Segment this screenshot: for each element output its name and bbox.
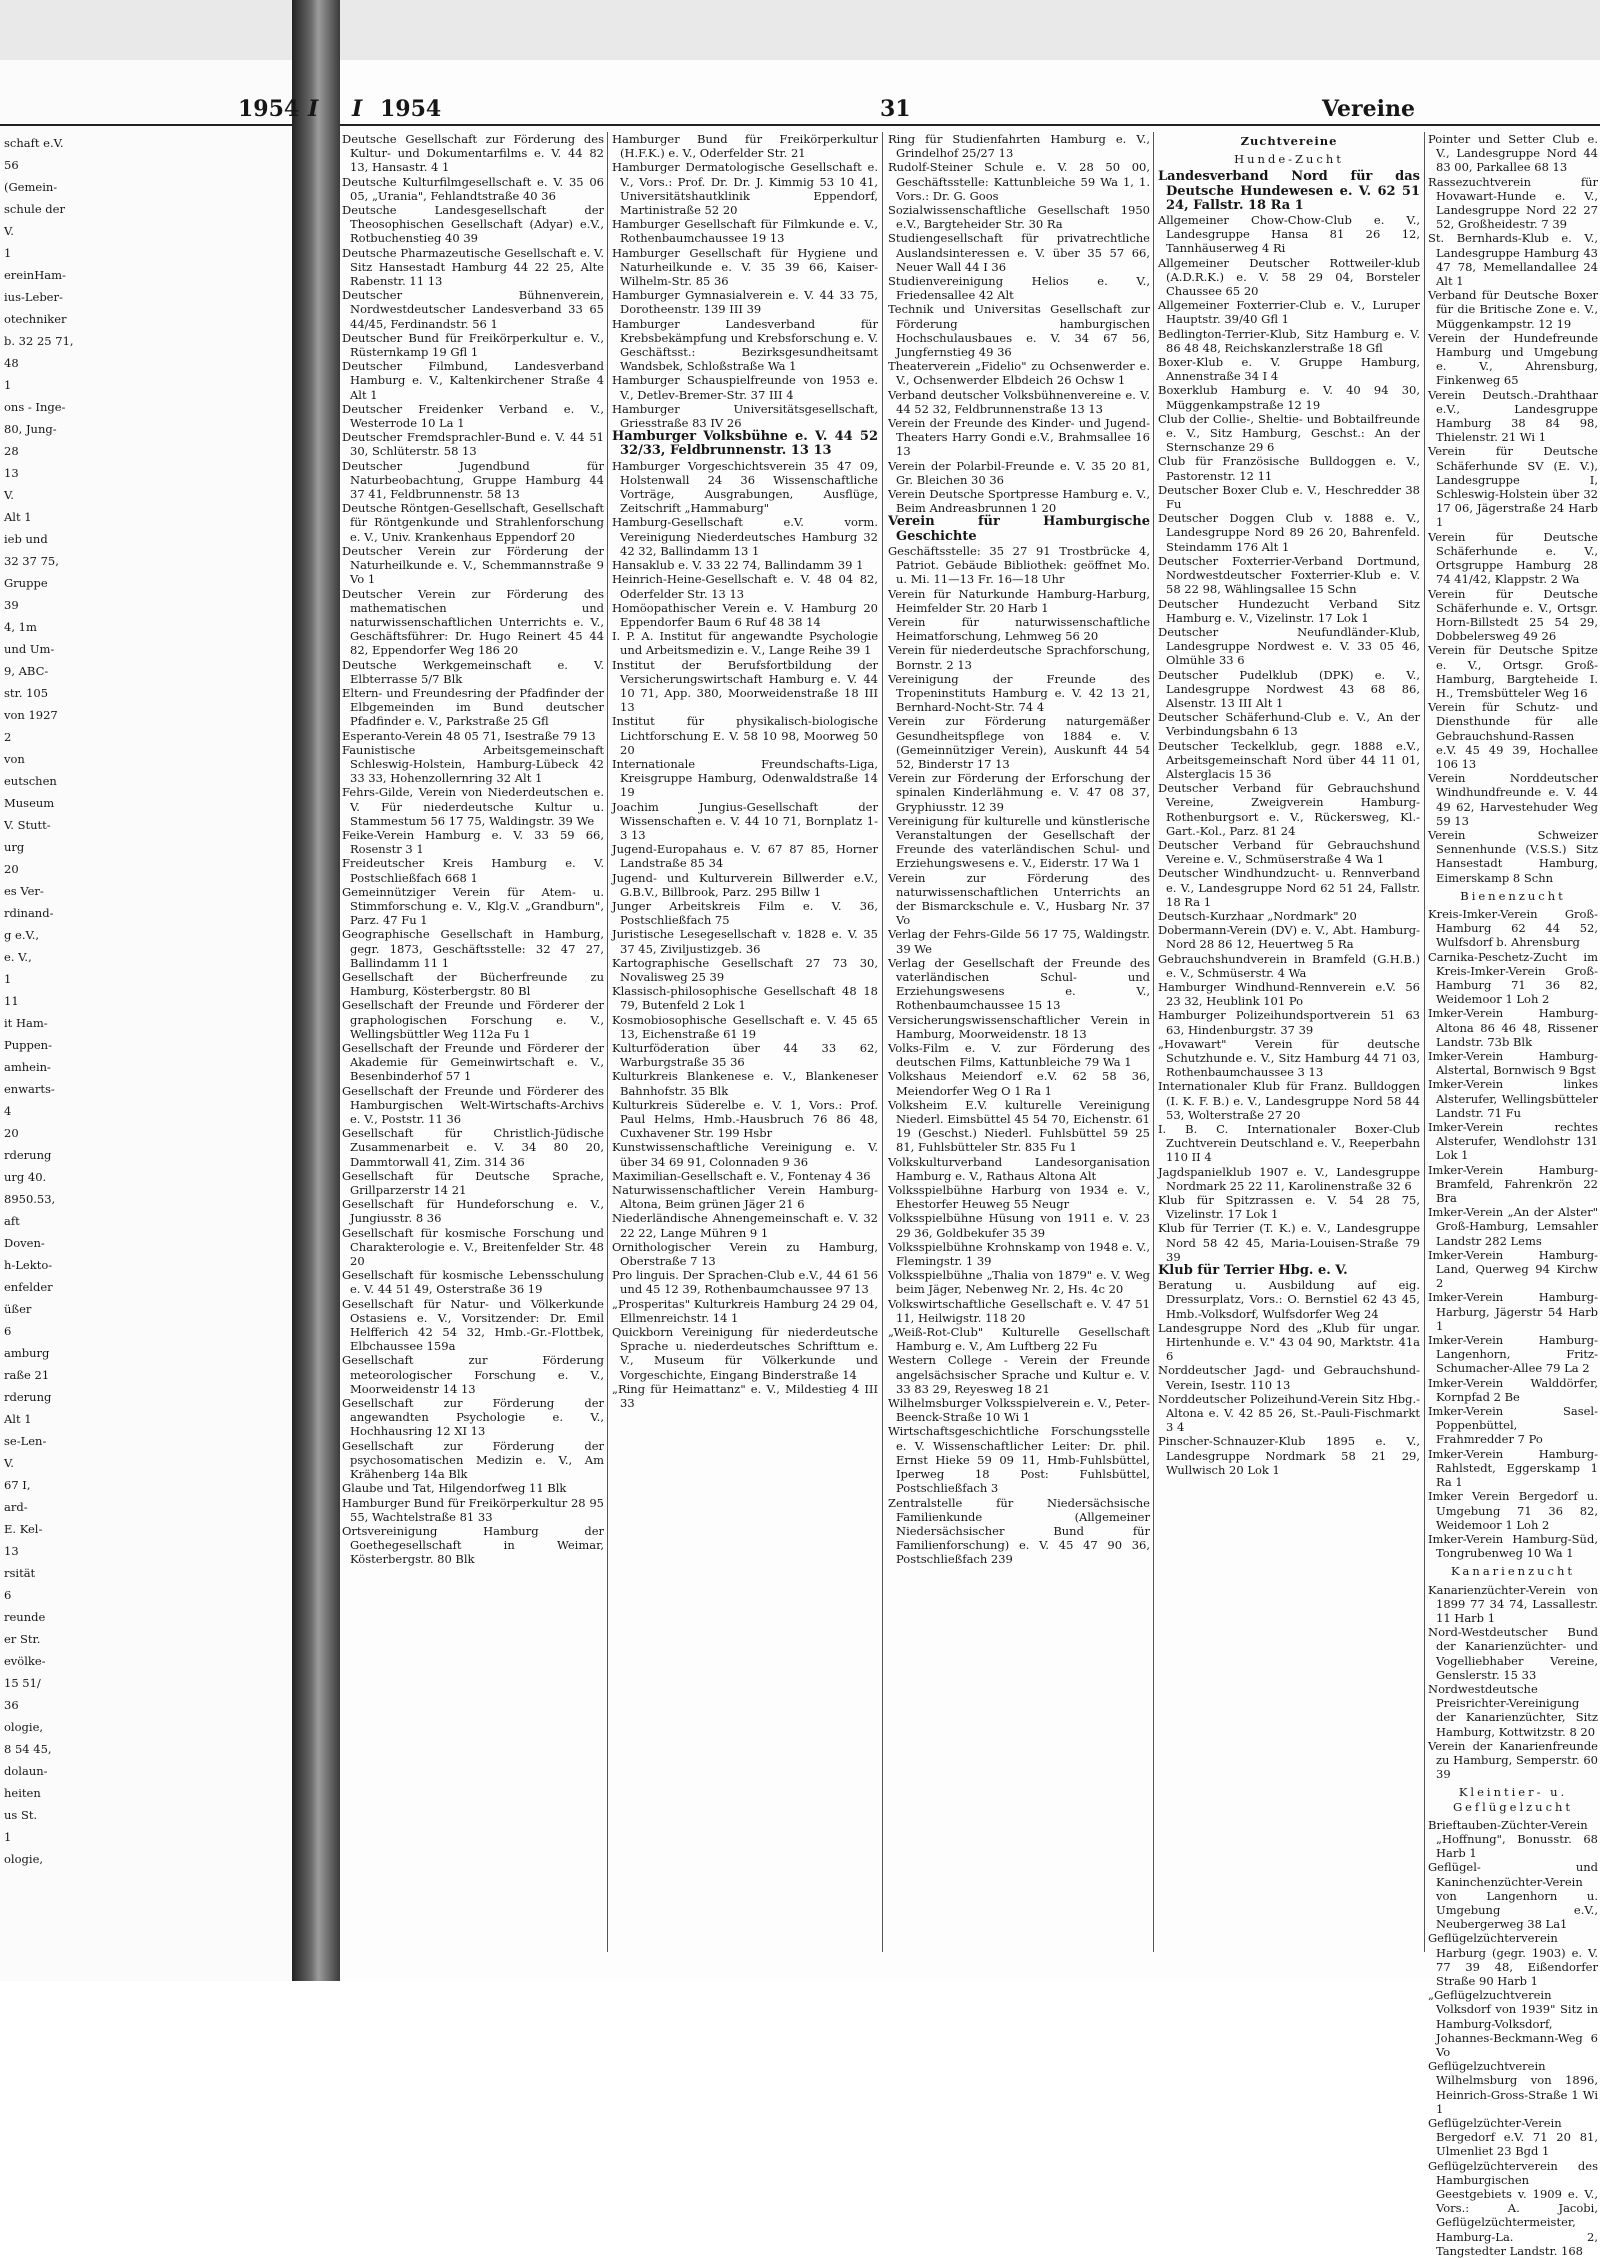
directory-entry: Nord-Westdeutscher Bund der Kanarienzüchter- und Vogelliebhaber Vereine, Genslerstr. 15 33 (1428, 1625, 1598, 1682)
left-fragment: rderung (4, 1390, 52, 1404)
directory-entry: Landesgruppe Nord des „Klub für ungar. Hirtenhunde e. V." 43 04 90, Marktstr. 41a 6 (1158, 1320, 1420, 1364)
left-fragment: von (4, 752, 25, 766)
directory-entry: Volksspielbühne Krohnskamp von 1948 e. V., Flemingstr. 1 39 (888, 1239, 1150, 1269)
directory-entry: Deutscher Doggen Club v. 1888 e. V., Landesgruppe Nord 89 26 20, Bahrenfeld. Steindamm 176 Alt 1 (1158, 511, 1420, 554)
left-fragment: 20 (4, 1126, 19, 1140)
directory-entry: Verein der Kanarienfreunde zu Hamburg, Semperstr. 60 39 (1428, 1738, 1598, 1782)
directory-entry: Deutscher Teckelklub, gegr. 1888 e.V., Arbeitsgemeinschaft Nord über 44 11 01, Alsterglacis 15 36 (1158, 738, 1420, 781)
directory-entry: Naturwissenschaftlicher Verein Hamburg-Altona, Beim grünen Jäger 21 6 (612, 1183, 878, 1212)
directory-entry: Volkshaus Meiendorf e.V. 62 58 36, Meiendorfer Weg O 1 Ra 1 (888, 1069, 1150, 1098)
directory-entry: I. P. A. Institut für angewandte Psychologie und Arbeitsmedizin e. V., Lange Reihe 39 1 (612, 629, 878, 658)
left-fragment: amhein- (4, 1060, 51, 1074)
directory-entry: Kreis-Imker-Verein Groß-Hamburg 62 44 52, Wulfsdorf b. Ahrensburg (1428, 906, 1598, 950)
left-fragment: amburg (4, 1346, 50, 1360)
directory-entry: Fehrs-Gilde, Verein von Niederdeutschen e. V. Für niederdeutsche Kultur u. Stammestum 56 17 75, Waldingstr. 39 We (342, 785, 604, 828)
directory-entry: Imker-Verein Hamburg-Bramfeld, Fahrenkrön 22 Bra (1428, 1162, 1598, 1206)
section-heading: Zuchtvereine (1240, 134, 1338, 148)
header-rule-right (340, 124, 1600, 126)
directory-entry: Verein Norddeutscher Windhundfreunde e. V. 44 49 62, Harvestehuder Weg 59 13 (1428, 771, 1598, 828)
directory-entry: Glaube und Tat, Hilgendorfweg 11 Blk (342, 1481, 567, 1496)
directory-entry: Verein für niederdeutsche Sprachforschung, Bornstr. 2 13 (888, 643, 1150, 672)
left-fragment: enfelder (4, 1280, 53, 1294)
directory-entry: Imker-Verein Hamburg-Langenhorn, Fritz-Schumacher-Allee 79 La 2 (1428, 1333, 1598, 1376)
left-fragment: 4 (4, 1104, 12, 1118)
directory-entry: Verein der Freunde des Kinder- und Jugend-Theaters Harry Gondi e.V., Brahmsallee 16 13 (888, 416, 1150, 459)
directory-entry: I. B. C. Internationaler Boxer-Club Zuchtverein Deutschland e. V., Reeperbahn 110 II 4 (1158, 1122, 1420, 1165)
directory-entry: Verband deutscher Volksbühnenvereine e. V. 44 52 32, Feldbrunnenstraße 13 13 (888, 387, 1150, 416)
page-number: 31 (880, 96, 911, 122)
directory-entry: Verein Schweizer Sennenhunde (V.S.S.) Sitz Hansestadt Hamburg, Eimerskamp 8 Schn (1428, 827, 1598, 885)
directory-entry: Verein zur Förderung der Erforschung der spinalen Kinderlähmung e. V. 47 08 37, Gryphiusstr. 12 39 (888, 771, 1150, 814)
directory-entry: Imker-Verein Hamburg-Land, Querweg 94 Kirchw 2 (1428, 1247, 1598, 1291)
directory-entry: Hamburger Bund für Freikörperkultur 28 95 55, Wachtelstraße 81 33 (342, 1495, 604, 1524)
left-fragment: rderung (4, 1148, 52, 1162)
left-fragment: 13 (4, 466, 19, 480)
directory-entry: Hamburger Landesverband für Krebsbekämpfung und Krebsforschung e. V. Geschäftsst.: Bezirksgesundheitsamt Wandsbek, Schloßstraße Wa 1 (612, 316, 878, 374)
directory-entry: Gesellschaft der Freunde und Förderer der Akademie für Gemeinwirtschaft e. V., Besenbinderhof 57 1 (342, 1041, 604, 1084)
directory-entry: Deutscher Schäferhund-Club e. V., An der Verbindungsbahn 6 13 (1158, 710, 1420, 739)
directory-entry: Eltern- und Freundesring der Pfadfinder der Elbgemeinden im Bund deutscher Pfadfinder e. V., Parkstraße 25 Gfl (342, 685, 604, 729)
directory-entry: Norddeutscher Polizeihund-Verein Sitz Hbg.-Altona e. V. 42 85 26, St.-Pauli-Fischmarkt 3 4 (1158, 1391, 1420, 1435)
directory-entry: Vereinigung der Freunde des Tropeninstituts Hamburg e. V. 42 13 21, Bernhard-Nocht-Str. 74 4 (888, 671, 1150, 715)
directory-entry: Verband für Deutsche Boxer für die Britische Zone e. V., Müggenkampstr. 12 19 (1428, 288, 1598, 331)
left-fragment: V. (4, 224, 14, 238)
column-2 (612, 132, 878, 1952)
directory-entry: Deutsche Gesellschaft zur Förderung des Kultur- und Dokumentarfilms e. V. 44 82 13, Hansastr. 4 1 (342, 132, 604, 175)
directory-entry: Imker-Verein Sasel-Poppenbüttel, Frahmredder 7 Po (1428, 1404, 1598, 1447)
directory-entry: Verein für Deutsche Schäferhunde e. V., Ortsgruppe Hamburg 28 74 41/42, Klappstr. 2 Wa (1428, 529, 1598, 587)
directory-entry: Jugend-Europahaus e. V. 67 87 85, Horner Landstraße 85 34 (612, 842, 878, 871)
left-fragment: 1 (4, 1830, 12, 1844)
left-fragment: Museum (4, 796, 55, 810)
directory-entry: Ring für Studienfahrten Hamburg e. V., Grindelhof 25/27 13 (888, 132, 1150, 161)
directory-entry: Theaterverein „Fidelio" zu Ochsenwerder e. V., Ochsenwerder Elbdeich 26 Ochsw 1 (888, 359, 1150, 388)
directory-entry: Volkswirtschaftliche Gesellschaft e. V. 47 51 11, Heilwigstr. 118 20 (888, 1296, 1150, 1325)
directory-entry: Gesellschaft für Natur- und Völkerkunde Ostasiens e. V., Vorsitzender: Dr. Emil Helfferich 42 54 32, Hmb.-Gr.-Flottbek, Elbchaussee 159a (342, 1296, 604, 1354)
directory-entry: Kunstwissenschaftliche Vereinigung e. V. über 34 69 91, Colonnaden 9 36 (612, 1140, 878, 1169)
left-fragment: raße 21 (4, 1368, 50, 1382)
directory-entry: Kanarienzüchter-Verein von 1899 77 34 74, Lassallestr. 11 Harb 1 (1428, 1582, 1598, 1625)
directory-entry: Zentralstelle für Niedersächsische Familienkunde (Allgemeiner Niedersächsischer Bund für Familienforschung) e. V. 45 47 90 36, Postschließfach 239 (888, 1495, 1150, 1567)
column-4 (1158, 132, 1420, 1952)
directory-entry: Western College - Verein der Freunde angelsächsischer Sprache und Kultur e. V. 33 83 29, Reyesweg 18 21 (888, 1353, 1150, 1396)
directory-entry: Institut für physikalisch-biologische Lichtforschung E. V. 58 10 98, Moorweg 50 20 (612, 714, 878, 757)
directory-entry: Verein zur Förderung des naturwissenschaftlichen Unterrichts an der Bismarckschule e. V., Husbarg Nr. 37 Vo (888, 870, 1150, 928)
directory-entry: Deutsche Röntgen-Gesellschaft, Gesellschaft für Röntgenkunde und Strahlenforschung e. V., Univ. Krankenhaus Eppendorf 20 (342, 501, 604, 544)
left-fragment: Puppen- (4, 1038, 52, 1052)
directory-entry: Imker-Verein Hamburg-Alstertal, Bornwisch 9 Bgst (1428, 1049, 1598, 1078)
directory-entry: Deutscher Bund für Freikörperkultur e. V., Rüsternkamp 19 Gfl 1 (342, 330, 604, 360)
directory-entry: Imker-Verein Walddörfer, Kornpfad 2 Be (1428, 1375, 1598, 1404)
left-fragment: str. 105 (4, 686, 49, 700)
directory-entry: Faunistische Arbeitsgemeinschaft Schleswig-Holstein, Hamburg-Lübeck 42 33 33, Hohenzollernring 32 Alt 1 (342, 742, 604, 786)
book-spine (292, 0, 340, 1981)
roman-left: I (308, 96, 319, 122)
left-fragment: e. V., (4, 950, 32, 964)
directory-entry: Deutscher Fremdsprachler-Bund e. V. 44 51 30, Schlüterstr. 58 13 (342, 430, 604, 459)
directory-entry: Imker-Verein Hamburg-Rahlstedt, Eggerskamp 1 Ra 1 (1428, 1446, 1598, 1490)
directory-entry: Studiengesellschaft für privatrechtliche Auslandsinteressen e. V. über 35 57 66, Neuer Wall 44 I 36 (888, 231, 1150, 274)
column-1 (342, 132, 604, 1952)
directory-entry: Jugend- und Kulturverein Billwerder e.V., G.B.V., Billbrook, Parz. 295 Billw 1 (612, 870, 878, 899)
directory-entry: Heinrich-Heine-Gesellschaft e. V. 48 04 82, Oderfelder Str. 13 13 (612, 572, 878, 601)
left-fragment: ologie, (4, 1852, 44, 1866)
directory-entry: Kosmobiosophische Gesellschaft e. V. 45 65 13, Eichenstraße 61 19 (612, 1012, 878, 1041)
left-fragment: es Ver- (4, 884, 44, 898)
directory-entry: Hamburger Windhund-Rennverein e.V. 56 23 32, Heublink 101 Po (1158, 979, 1420, 1009)
directory-entry: Geflügel- und Kaninchenzüchter-Verein von Langenhorn u. Umgebung e.V., Neubergerweg 38 La1 (1428, 1860, 1598, 1932)
directory-entry: Freideutscher Kreis Hamburg e. V. Postschließfach 668 1 (342, 856, 604, 885)
left-fragment: se-Len- (4, 1434, 47, 1448)
directory-entry: Landesverband Nord für das Deutsche Hundewesen e. V. 62 51 24, Fallstr. 18 Ra 1 (1158, 169, 1420, 213)
directory-entry: Joachim Jungius-Gesellschaft der Wissenschaften e. V. 44 10 71, Bornplatz 1-3 13 (612, 799, 878, 842)
directory-entry: Geflügelzüchterverein Harburg (gegr. 1903) e. V. 77 39 48, Eißendorfer Straße 90 Harb 1 (1428, 1931, 1598, 1988)
directory-entry: Gesellschaft zur Förderung meteorologischer Forschung e. V., Moorweidenstr 14 13 (342, 1353, 604, 1396)
directory-entry: Hamburger Vorgeschichtsverein 35 47 09, Holstenwall 24 36 Wissenschaftliche Vorträge, Ausgrabungen, Ausflüge, Zeitschrift „Hammaburg" (612, 458, 878, 516)
directory-entry: Verein zur Förderung naturgemäßer Gesundheitspflege von 1884 e. V. (Gemeinnütziger Verein), Auskunft 44 54 52, Binderstr 17 13 (888, 714, 1150, 771)
left-fragment: 1 (4, 246, 12, 260)
left-fragment: 1 (4, 378, 12, 392)
directory-entry: Deutsche Kulturfilmgesellschaft e. V. 35 06 05, „Urania", Fehlandtstraße 40 36 (342, 174, 604, 203)
directory-entry: Juristische Lesegesellschaft v. 1828 e. V. 35 37 45, Ziviljustizgeb. 36 (612, 927, 878, 956)
directory-entry: Gesellschaft für Hundeforschung e. V., Jungiusstr. 8 36 (342, 1197, 604, 1226)
directory-entry: Hamburger Schauspielfreunde von 1953 e. V., Detlev-Bremer-Str. 37 III 4 (612, 373, 878, 402)
left-fragment: 67 I, (4, 1478, 31, 1492)
left-fragment: eutschen (4, 774, 57, 788)
section-title: Vereine (1322, 96, 1415, 122)
directory-entry: Pro linguis. Der Sprachen-Club e.V., 44 61 56 und 45 12 39, Rothenbaumchaussee 97 13 (612, 1268, 878, 1297)
directory-entry: Ortsvereinigung Hamburg der Goethegesellschaft in Weimar, Kösterbergstr. 80 Blk (342, 1523, 604, 1567)
left-fragment: evölke- (4, 1654, 46, 1668)
subsection-heading: Hunde-Zucht (1234, 152, 1344, 167)
directory-entry: Verein für Naturkunde Hamburg-Harburg, Heimfelder Str. 20 Harb 1 (888, 586, 1150, 615)
left-fragment: E. Kel- (4, 1522, 43, 1536)
directory-entry: Kulturföderation über 44 33 62, Warburgstraße 35 36 (612, 1041, 878, 1070)
directory-entry: Beratung u. Ausbildung auf eig. Dressurplatz, Vors.: O. Bernstiel 62 43 45, Hmb.-Volksdorf, Wulfsdorfer Weg 24 (1158, 1278, 1420, 1321)
directory-entry: Ornithologischer Verein zu Hamburg, Oberstraße 7 13 (612, 1239, 878, 1269)
left-fragment: Gruppe (4, 576, 48, 590)
left-fragment: b. 32 25 71, (4, 334, 74, 348)
directory-entry: Gesellschaft zur Förderung der angewandten Psychologie e. V., Hochhausring 12 XI 13 (342, 1396, 604, 1439)
left-fragment: schaft e.V. (4, 136, 64, 150)
left-fragment: von 1927 (4, 708, 58, 722)
left-fragment: rdinand- (4, 906, 54, 920)
left-fragment: ologie, (4, 1720, 44, 1734)
directory-entry: Boxer-Klub e. V. Gruppe Hamburg, Annenstraße 34 I 4 (1158, 355, 1420, 384)
directory-entry: Geflügelzüchterverein des Hamburgischen Geestgebiets v. 1909 e. V., Vors.: A. Jacobi, Geflügelzüchtermeister, Hamburg-La. 2, Tangstedter Landstr. 168 (1428, 2158, 1598, 2258)
directory-entry: Klub für Spitzrassen e. V. 54 28 75, Vizelinstr. 17 Lok 1 (1158, 1193, 1420, 1222)
directory-entry: Deutscher Verband für Gebrauchshund Vereine e. V., Schmüserstraße 4 Wa 1 (1158, 837, 1420, 867)
left-fragment: Doven- (4, 1236, 45, 1250)
directory-entry: Jagdspanielklub 1907 e. V., Landesgruppe Nordmark 25 22 11, Karolinenstraße 32 6 (1158, 1164, 1420, 1193)
left-fragment: 80, Jung- (4, 422, 57, 436)
left-fragment: urg 40. (4, 1170, 47, 1184)
left-fragment: Alt 1 (4, 1412, 32, 1426)
left-fragment: 8 54 45, (4, 1742, 52, 1756)
directory-entry: „Weiß-Rot-Club" Kulturelle Gesellschaft Hamburg e. V., Am Luftberg 22 Fu (888, 1325, 1150, 1354)
directory-entry: Gesellschaft der Bücherfreunde zu Hamburg, Kösterbergstr. 80 Bl (342, 969, 604, 999)
column-divider (1424, 132, 1425, 1952)
directory-entry: Gesellschaft für Christlich-Jüdische Zusammenarbeit e. V. 34 80 20, Dammtorwall 41, Zim. 314 36 (342, 1126, 604, 1169)
left-fragment: 6 (4, 1588, 12, 1602)
left-fragment: V. (4, 488, 14, 502)
directory-entry: Verlag der Fehrs-Gilde 56 17 75, Waldingstr. 39 We (888, 927, 1150, 956)
directory-entry: Gesellschaft der Freunde und Förderer der graphologischen Forschung e. V., Wellingsbüttler Weg 112a Fu 1 (342, 998, 604, 1041)
directory-entry: Niederländische Ahnengemeinschaft e. V. 32 22 22, Lange Mühren 9 1 (612, 1211, 878, 1240)
left-fragment: 32 37 75, (4, 554, 59, 568)
directory-entry: Maximilian-Gesellschaft e. V., Fontenay 4 36 (612, 1168, 871, 1183)
directory-entry: Geographische Gesellschaft in Hamburg, gegr. 1873, Geschäftsstelle: 32 47 27, Ballindamm 11 1 (342, 927, 604, 970)
directory-entry: Sozialwissenschaftliche Gesellschaft 1950 e.V., Bargteheider Str. 30 Ra (888, 203, 1150, 232)
left-fragment: 13 (4, 1544, 19, 1558)
directory-entry: Deutscher Verein zur Förderung des mathematischen und naturwissenschaftlichen Unterrichts e. V., Geschäftsführer: Dr. Hugo Reinert 45 44 82, Eppendorfer Weg 186 20 (342, 586, 604, 658)
directory-entry: Rassezuchtverein für Hovawart-Hunde e. V., Landesgruppe Nord 22 27 52, Großheidestr. 7 39 (1428, 174, 1598, 232)
left-fragment: 48 (4, 356, 19, 370)
directory-entry: Volksspielbühne Hüsung von 1911 e. V. 23 29 36, Goldbekufer 35 39 (888, 1211, 1150, 1240)
left-fragment: 4, 1m (4, 620, 37, 634)
left-fragment: Alt 1 (4, 510, 32, 524)
directory-entry: Nordwestdeutsche Preisrichter-Vereinigung der Kanarienzüchter, Sitz Hamburg, Kottwitzstr. 8 20 (1428, 1681, 1598, 1739)
left-fragment: 56 (4, 158, 19, 172)
directory-entry: Deutscher Jugendbund für Naturbeobachtung, Gruppe Hamburg 44 37 41, Feldbrunnenstr. 58 13 (342, 458, 604, 502)
directory-entry: Hamburger Polizeihundsportverein 51 63 63, Hindenburgstr. 37 39 (1158, 1008, 1420, 1037)
directory-entry: Deutscher Verband für Gebrauchshund Vereine, Zweigverein Hamburg-Rothenburgsort e. V., Rückersweg, Kl.-Gart.-Kol., Parz. 81 24 (1158, 781, 1420, 838)
left-fragment: 39 (4, 598, 19, 612)
directory-entry: Kartographische Gesellschaft 27 73 30, Novalisweg 25 39 (612, 955, 878, 984)
directory-entry: Klassisch-philosophische Gesellschaft 48 18 79, Butenfeld 2 Lok 1 (612, 984, 878, 1013)
directory-entry: Homöopathischer Verein e. V. Hamburg 20 Eppendorfer Baum 6 Ruf 48 38 14 (612, 600, 878, 629)
directory-entry: Hamburger Dermatologische Gesellschaft e. V., Vors.: Prof. Dr. Dr. J. Kimmig 53 10 41, Universitätshautklinik Eppendorf, Martinistraße 52 20 (612, 160, 878, 218)
left-fragment: 9, ABC- (4, 664, 49, 678)
directory-entry: Verein der Hundefreunde Hamburg und Umgebung e. V., Ahrensburg, Finkenweg 65 (1428, 330, 1598, 388)
directory-entry: Norddeutscher Jagd- und Gebrauchshund-Verein, Isestr. 110 13 (1158, 1363, 1420, 1392)
left-fragment: ereinHam- (4, 268, 66, 282)
left-fragment: 11 (4, 994, 19, 1008)
directory-entry: Rudolf-Steiner Schule e. V. 28 50 00, Geschäftsstelle: Kattunbleiche 59 Wa 1, 1. Vors.: Dr. G. Goos (888, 160, 1150, 203)
directory-entry: Imker-Verein Hamburg-Süd, Tongrubenweg 10 Wa 1 (1428, 1531, 1598, 1561)
left-fragment: 15 51/ (4, 1676, 41, 1690)
left-fragment: us St. (4, 1808, 38, 1822)
directory-entry: Geschäftsstelle: 35 27 91 Trostbrücke 4, Patriot. Gebäude Bibliothek: geöffnet Mo. u. Mi. 11—13 Fr. 16—18 Uhr (888, 543, 1150, 587)
directory-entry: Deutscher Hundezucht Verband Sitz Hamburg e. V., Vizelinstr. 17 Lok 1 (1158, 596, 1420, 625)
left-fragment: enwarts- (4, 1082, 55, 1096)
directory-entry: Esperanto-Verein 48 05 71, Isestraße 79 13 (342, 728, 596, 743)
directory-entry: „Geflügelzuchtverein Volksdorf von 1939" Sitz in Hamburg-Volksdorf, Johannes-Beckmann-Weg 6 Vo (1428, 1988, 1598, 2060)
left-fragment: ius-Leber- (4, 290, 63, 304)
directory-entry: Imker Verein Bergedorf u. Umgebung 71 36 82, Weidemoor 1 Loh 2 (1428, 1489, 1598, 1532)
left-fragment: V. Stutt- (4, 818, 51, 832)
directory-entry: St. Bernhards-Klub e. V., Landesgruppe Hamburg 43 47 78, Memellandallee 24 Alt 1 (1428, 231, 1598, 289)
directory-entry: Volksheim E.V. kulturelle Vereinigung Niederl. Eimsbüttel 45 54 70, Eichenstr. 61 19 (Geschst.) Niederl. Fuhlsbüttel 59 25 81, Fuhlsbütteler Str. 835 Fu 1 (888, 1097, 1150, 1155)
directory-entry: Imker-Verein linkes Alsterufer, Wellingsbütteler Landstr. 71 Fu (1428, 1077, 1598, 1120)
left-fragment: (Gemein- (4, 180, 58, 194)
left-fragment: 28 (4, 444, 19, 458)
subsection-heading: Bienenzucht (1460, 888, 1566, 903)
directory-entry: Carnika-Peschetz-Zucht im Kreis-Imker-Verein Groß-Hamburg 71 36 82, Weidemoor 1 Loh 2 (1428, 949, 1598, 1007)
column-divider (607, 132, 608, 1952)
left-fragment: ard- (4, 1500, 28, 1514)
roman-right: I (352, 96, 363, 122)
left-fragment: 8950.53, (4, 1192, 56, 1206)
subsection-heading: Kanarienzucht (1450, 1564, 1576, 1579)
left-fragment: 1 (4, 972, 12, 986)
directory-entry: Allgemeiner Chow-Chow-Club e. V., Landesgruppe Hansa 81 26 12, Tannhäuserweg 4 Ri (1158, 213, 1420, 256)
directory-entry: Deutscher Foxterrier-Verband Dortmund, Nordwestdeutscher Foxterrier-Klub e. V. 58 22 98, Wählingsallee 15 Schn (1158, 553, 1420, 597)
column-3 (888, 132, 1150, 1952)
directory-entry: Vereinigung für kulturelle und künstlerische Veranstaltungen der Gesellschaft der Freunde des vaterländischen Schul- und Erziehungswesens e. V., Eiderstr. 17 Wa 1 (888, 813, 1150, 871)
directory-entry: Club für Französische Bulldoggen e. V., Pastorenstr. 12 11 (1158, 454, 1420, 483)
directory-entry: Gesellschaft der Freunde und Förderer des Hamburgischen Welt-Wirtschafts-Archivs e. V., Poststr. 11 36 (342, 1083, 604, 1127)
directory-entry: Pointer und Setter Club e. V., Landesgruppe Nord 44 83 00, Parkallee 68 13 (1428, 132, 1598, 175)
directory-entry: Hansaklub e. V. 33 22 74, Ballindamm 39 1 (612, 558, 864, 573)
directory-entry: Hamburger Gesellschaft für Hygiene und Naturheilkunde e. V. 35 39 66, Kaiser-Wilhelm-Str. 85 36 (612, 245, 878, 289)
directory-entry: Gesellschaft für Deutsche Sprache, Grillparzerstr 14 21 (342, 1168, 604, 1198)
directory-entry: Deutsche Werkgemeinschaft e. V. Elbterrasse 5/7 Blk (342, 657, 604, 686)
directory-entry: Wilhelmsburger Volksspielverein e. V., Peter-Beenck-Straße 10 Wi 1 (888, 1396, 1150, 1425)
directory-entry: Internationaler Klub für Franz. Bulldoggen (I. K. F. B.) e. V., Landesgruppe Nord 58 44 53, Wolterstraße 27 20 (1158, 1079, 1420, 1122)
directory-entry: Volksspielbühne Harburg von 1934 e. V., Ehestorfer Heuweg 55 Neugr (888, 1183, 1150, 1212)
left-fragment: 36 (4, 1698, 19, 1712)
left-fragment: 6 (4, 1324, 12, 1338)
directory-entry: Deutscher Filmbund, Landesverband Hamburg e. V., Kaltenkirchener Straße 4 Alt 1 (342, 359, 604, 402)
left-fragment: 20 (4, 862, 19, 876)
directory-entry: Deutscher Verein zur Förderung der Naturheilkunde e. V., Schemmannstraße 9 Vo 1 (342, 543, 604, 587)
left-fragment: it Ham- (4, 1016, 48, 1030)
directory-entry: Kulturkreis Süderelbe e. V. 1, Vors.: Prof. Paul Helms, Hmb.-Hausbruch 76 86 48, Cuxhavener Str. 199 Hsbr (612, 1097, 878, 1141)
directory-entry: Deutscher Neufundländer-Klub, Landesgruppe Nordwest e. V. 33 05 46, Olmühle 33 6 (1158, 624, 1420, 668)
directory-entry: Internationale Freundschafts-Liga, Kreisgruppe Hamburg, Odenwaldstraße 14 19 (612, 756, 878, 800)
directory-entry: Deutsche Pharmazeutische Gesellschaft e. V. Sitz Hansestadt Hamburg 44 22 25, Alte Rabenstr. 11 13 (342, 245, 604, 289)
directory-entry: Volksspielbühne „Thalia von 1879" e. V. Weg beim Jäger, Nebenweg Nr. 2, Hs. 4c 20 (888, 1268, 1150, 1297)
directory-entry: Volkskulturverband Landesorganisation Hamburg e. V., Rathaus Altona Alt (888, 1154, 1150, 1183)
directory-entry: Bedlington-Terrier-Klub, Sitz Hamburg e. V. 86 48 48, Reichskanzlerstraße 18 Gfl (1158, 326, 1420, 355)
directory-entry: Hamburger Gesellschaft für Filmkunde e. V., Rothenbaumchaussee 19 13 (612, 217, 878, 246)
directory-entry: Verein für naturwissenschaftliche Heimatforschung, Lehmweg 56 20 (888, 614, 1150, 644)
directory-entry: Dobermann-Verein (DV) e. V., Abt. Hamburg-Nord 28 86 12, Heuertweg 5 Ra (1158, 923, 1420, 952)
directory-entry: Pinscher-Schnauzer-Klub 1895 e. V., Landesgruppe Nordmark 58 21 29, Wullwisch 20 Lok 1 (1158, 1434, 1420, 1477)
directory-entry: Imker-Verein Hamburg-Harburg, Jägerstr 54 Harb 1 (1428, 1290, 1598, 1333)
left-fragment: V. (4, 1456, 14, 1470)
directory-entry: Klub für Terrier Hbg. e. V. (1158, 1263, 1348, 1279)
directory-entry: Institut der Berufsfortbildung der Versicherungswirtschaft Hamburg e. V. 44 10 71, App. 380, Moorweidenstraße 18 III 13 (612, 657, 878, 715)
directory-entry: Volks-Film e. V. zur Förderung des deutschen Films, Kattunbleiche 79 Wa 1 (888, 1041, 1150, 1070)
directory-entry: Gesellschaft zur Förderung der psychosomatischen Medizin e. V., Am Krähenberg 14a Blk (342, 1438, 604, 1482)
directory-entry: Deutsche Landesgesellschaft der Theosophischen Gesellschaft (Adyar) e.V., Rotbuchenstieg 40 39 (342, 203, 604, 246)
header-rule-left (0, 124, 292, 126)
directory-entry: Brieftauben-Züchter-Verein „Hoffnung", Bonusstr. 68 Harb 1 (1428, 1817, 1598, 1861)
directory-entry: Geflügelzüchter-Verein Bergedorf e.V. 71 20 81, Ulmenliet 23 Bgd 1 (1428, 2116, 1598, 2159)
directory-entry: Klub für Terrier (T. K.) e. V., Landesgruppe Nord 58 42 45, Maria-Louisen-Straße 79 39 (1158, 1221, 1420, 1264)
directory-entry: Verein für Deutsche Spitze e. V., Ortsgr. Groß-Hamburg, Bargteheide I. H., Tremsbütteler Weg 16 (1428, 643, 1598, 700)
directory-entry: Wirtschaftsgeschichtliche Forschungsstelle e. V. Wissenschaftlicher Leiter: Dr. phil. Ernst Hieke 59 09 11, Hmb-Fuhlsbüttel, Iperweg 18 Post: Fuhlsbüttel, Postschließfach 3 (888, 1424, 1150, 1496)
directory-entry: „Prosperitas" Kulturkreis Hamburg 24 29 04, Ellmenreichstr. 14 1 (612, 1296, 878, 1325)
directory-entry: Gemeinnütziger Verein für Atem- u. Stimmforschung e. V., Klg.V. „Grandburn", Parz. 47 Fu 1 (342, 884, 604, 928)
left-fragment: heiten (4, 1786, 41, 1800)
directory-entry: Quickborn Vereinigung für niederdeutsche Sprache u. niederdeutsches Schrifttum e. V., Museum für Völkerkunde und Vorgeschichte, Eingang Binderstraße 14 (612, 1325, 878, 1382)
directory-entry: Deutscher Windhundzucht- u. Rennverband e. V., Landesgruppe Nord 62 51 24, Fallstr. 18 Ra 1 (1158, 866, 1420, 909)
directory-entry: Gesellschaft für kosmische Lebensschulung e. V. 44 51 49, Osterstraße 36 19 (342, 1268, 604, 1297)
directory-entry: Hamburger Gymnasialverein e. V. 44 33 75, Dorotheenstr. 139 III 39 (612, 288, 878, 317)
left-fragment: urg (4, 840, 25, 854)
left-fragment: ieb und (4, 532, 48, 546)
directory-entry: Verein Deutsch.-Drahthaar e.V., Landesgruppe Hamburg 38 84 98, Thielenstr. 21 Wi 1 (1428, 387, 1598, 445)
directory-entry: Hamburg-Gesellschaft e.V. vorm. Vereinigung Niederdeutsches Hamburg 32 42 32, Ballindamm 13 1 (612, 515, 878, 558)
directory-entry: Geflügelzuchtverein Wilhelmsburg von 1896, Heinrich-Gross-Straße 1 Wi 1 (1428, 2059, 1598, 2116)
subsection-heading: Kleintier- u. Geflügelzucht (1452, 1785, 1574, 1814)
left-fragment: dolaun- (4, 1764, 48, 1778)
directory-entry: Deutsch-Kurzhaar „Nordmark" 20 (1158, 908, 1357, 923)
directory-entry: Boxerklub Hamburg e. V. 40 94 30, Müggenkampstraße 12 19 (1158, 383, 1420, 412)
directory-entry: „Hovawart" Verein für deutsche Schutzhunde e. V., Sitz Hamburg 44 71 03, Rothenbaumchaussee 3 13 (1158, 1036, 1420, 1080)
directory-entry: Verein der Polarbil-Freunde e. V. 35 20 81, Gr. Bleichen 30 36 (888, 458, 1150, 487)
directory-entry: Hamburger Volksbühne e. V. 44 52 32/33, Feldbrunnenstr. 13 13 (612, 429, 878, 459)
directory-entry: Hamburger Bund für Freikörperkultur (H.F.K.) e. V., Oderfelder Str. 21 (612, 132, 878, 161)
left-page-column (4, 132, 287, 1952)
directory-entry: „Ring für Heimattanz" e. V., Mildestieg 4 III 33 (612, 1381, 878, 1411)
left-fragment: üßer (4, 1302, 32, 1316)
directory-entry: Junger Arbeitskreis Film e. V. 36, Postschließfach 75 (612, 898, 878, 928)
year-right: 1954 (380, 96, 442, 122)
column-5 (1428, 132, 1598, 2258)
directory-entry: Verein für Deutsche Schäferhunde SV (E. V.), Landesgruppe I, Schleswig-Holstein über 32 17 06, Jägerstraße 24 Harb 1 (1428, 444, 1598, 530)
left-fragment: schule der (4, 202, 65, 216)
left-fragment: aft (4, 1214, 20, 1228)
directory-entry: Technik und Universitas Gesellschaft zur Förderung hamburgischen Hochschulausbaues e. V. 34 67 56, Jungfernstieg 49 36 (888, 302, 1150, 360)
directory-entry: Verein für Deutsche Schäferhunde e. V., Ortsgr. Horn-Billstedt 25 54 29, Dobbelersweg 49 26 (1428, 586, 1598, 644)
directory-entry: Studienvereinigung Helios e. V., Friedensallee 42 Alt (888, 274, 1150, 303)
left-fragment: und Um- (4, 642, 55, 656)
left-fragment: 2 (4, 730, 12, 744)
directory-entry: Allgemeiner Deutscher Rottweiler-klub (A.D.R.K.) e. V. 58 29 04, Borsteler Chaussee 65 20 (1158, 255, 1420, 299)
directory-entry: Verein Deutsche Sportpresse Hamburg e. V., Beim Andreasbrunnen 1 20 (888, 487, 1150, 516)
directory-entry: Allgemeiner Foxterrier-Club e. V., Luruper Hauptstr. 39/40 Gfl 1 (1158, 298, 1420, 327)
directory-entry: Verlag der Gesellschaft der Freunde des vaterländischen Schul- und Erziehungswesens e. V., Rothenbaumchaussee 15 13 (888, 955, 1150, 1013)
directory-entry: Feike-Verein Hamburg e. V. 33 59 66, Rosenstr 3 1 (342, 827, 604, 857)
year-left: 1954 (238, 96, 300, 122)
left-fragment: reunde (4, 1610, 46, 1624)
directory-entry: Verein für Hamburgische Geschichte (888, 514, 1150, 544)
left-fragment: er Str. (4, 1632, 41, 1646)
directory-entry: Gesellschaft für kosmische Forschung und Charakterologie e. V., Breitenfelder Str. 48 20 (342, 1225, 604, 1269)
directory-entry: Deutscher Boxer Club e. V., Heschredder 38 Fu (1158, 482, 1420, 512)
directory-entry: Club der Collie-, Sheltie- und Bobtailfreunde e. V., Sitz Hamburg, Geschst.: An der Sternschanze 29 6 (1158, 411, 1420, 455)
directory-entry: Gebrauchshundverein in Bramfeld (G.H.B.) e. V., Schmüserstr. 4 Wa (1158, 951, 1420, 980)
directory-entry: Deutscher Bühnenverein, Nordwestdeutscher Landesverband 33 65 44/45, Ferdinandstr. 56 1 (342, 288, 604, 331)
directory-entry: Deutscher Pudelklub (DPK) e. V., Landesgruppe Nordwest 43 68 86, Alsenstr. 13 III Alt 1 (1158, 667, 1420, 710)
left-fragment: rsität (4, 1566, 36, 1580)
column-divider (882, 132, 883, 1952)
left-fragment: g e.V., (4, 928, 40, 942)
directory-entry: Imker-Verein Hamburg-Altona 86 46 48, Rissener Landstr. 73b Blk (1428, 1006, 1598, 1049)
left-fragment: h-Lekto- (4, 1258, 53, 1272)
left-fragment: otechniker (4, 312, 67, 326)
directory-entry: Imker-Verein rechtes Alsterufer, Wendlohstr 131 Lok 1 (1428, 1120, 1598, 1163)
directory-entry: Deutscher Freidenker Verband e. V., Westerrode 10 La 1 (342, 401, 604, 431)
column-divider (1153, 132, 1154, 1952)
directory-entry: Verein für Schutz- und Diensthunde für alle Gebrauchshund-Rassen e.V. 45 49 39, Hochallee 106 13 (1428, 700, 1598, 771)
directory-entry: Versicherungswissenschaftlicher Verein in Hamburg, Moorweidenstr. 18 13 (888, 1012, 1150, 1041)
directory-entry: Kulturkreis Blankenese e. V., Blankeneser Bahnhofstr. 35 Blk (612, 1069, 878, 1098)
left-fragment: ons - Inge- (4, 400, 66, 414)
directory-entry: Imker-Verein „An der Alster" Groß-Hamburg, Lemsahler Landstr 282 Lems (1428, 1205, 1598, 1248)
directory-entry: Hamburger Universitätsgesellschaft, Griesstraße 83 IV 26 (612, 401, 878, 431)
